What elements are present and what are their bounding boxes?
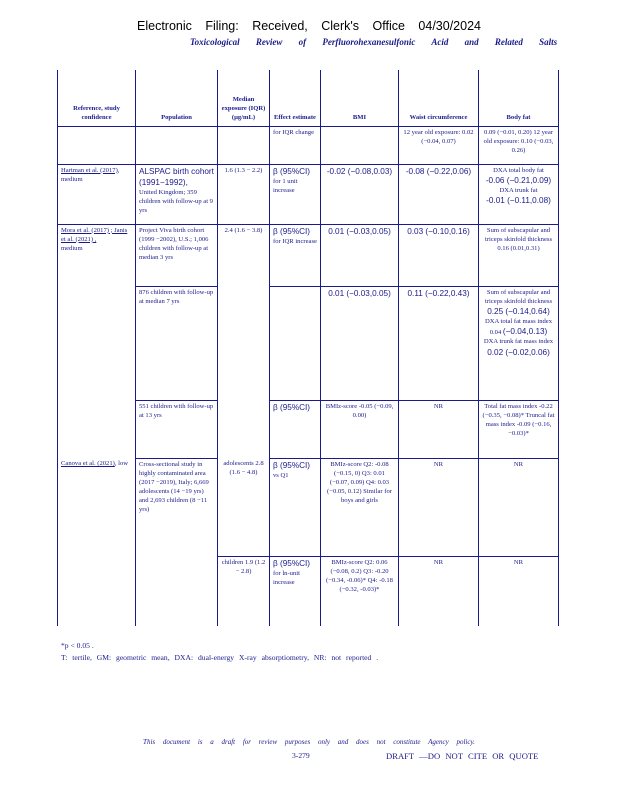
footnote-abbreviations: T: tertile, GM: geometric mean, DXA: dual-energy X-ray absorptiometry, NR: not reported . — [61, 653, 379, 662]
cell-effect — [270, 164, 321, 224]
measure-value: -0.01 (−0.11,0.08) — [486, 196, 551, 205]
effect-estimate: β (95%CI) — [273, 402, 311, 412]
cell-body-fat: Total fat mass index -0.22 (−0.35, −0.08)* Truncal fat mass index -0.09 (−0.16, −0.03)* — [479, 400, 559, 458]
measure-label: Sum of subscapular and triceps skinfold thickness — [484, 288, 553, 305]
cell-population: 551 children with follow-up at 13 yrs — [136, 400, 218, 458]
cell-waist: 0.11 (−0.22,0.43) — [399, 286, 479, 400]
cell-bmi: -0.02 (−0.08,0.03) — [321, 164, 399, 224]
confidence-label: , low — [114, 460, 129, 467]
cell-effect — [270, 400, 321, 458]
page-number: 3-279 — [292, 751, 310, 760]
cell-exposure: adolescents 2.8 (1.6 − 4.8) — [218, 458, 270, 556]
measure-label: DXA total fat mass index — [484, 318, 553, 325]
table-row — [58, 224, 559, 286]
draft-disclaimer: This document is a draft for review purposes only and does not constitute Agency policy. — [143, 738, 475, 746]
cell-population: Project Viva birth cohort (1999 −2002), U.S.; 1,006 children with follow-up at median 3 yrs — [136, 224, 218, 286]
cell-population: Cross-sectional study in highly contaminated area (2017 −2019), Italy; 6,669 adolescents (14 −19 yrs) and 2,693 children (8 −11 yrs) — [136, 458, 218, 626]
cell-exposure — [218, 126, 270, 164]
cell-effect: for IQR change — [270, 126, 321, 164]
cell-reference — [58, 224, 136, 458]
draft-notice: DRAFT —DO NOT CITE OR QUOTE — [386, 751, 539, 761]
cell-population — [136, 164, 218, 224]
cell-bmi: BMIz-score Q2: 0.06 (−0.08, 0.2) Q3: -0.20 (−0.34, -0.06)* Q4: -0.18 (−0.32, -0.03)* — [321, 556, 399, 626]
measure-value: (−0.04,0.13) — [502, 327, 548, 337]
cohort-name: ALSPAC birth cohort (1991−1992), — [139, 166, 214, 187]
reference-link[interactable]: Hartman et al. (2017) — [61, 166, 118, 174]
cell-waist: 0.03 (−0.10,0.16) — [399, 224, 479, 286]
cell-effect — [270, 286, 321, 400]
cell-waist: -0.08 (−0.22,0.06) — [399, 164, 479, 224]
col-header-body-fat: Body fat — [479, 70, 559, 126]
measure-label: DXA trunk fat — [499, 186, 538, 194]
cell-waist: 12 year old exposure: 0.02 (−0.04, 0.07) — [399, 126, 479, 164]
cell-bmi: 0.01 (−0.03,0.05) — [321, 286, 399, 400]
cell-waist: NR — [399, 458, 479, 556]
effect-estimate: β (95%CI) — [273, 558, 311, 568]
cohort-detail: United Kingdom; 359 children with follow-up at 9 yrs — [139, 189, 213, 215]
table-row — [58, 126, 559, 164]
cell-reference — [58, 164, 136, 224]
cell-exposure: children 1.9 (1.2 − 2.8) — [218, 556, 270, 626]
document-subtitle: Toxicological Review of Perfluorohexanesulfonic Acid and Related Salts — [190, 37, 558, 47]
cell-reference — [58, 126, 136, 164]
effect-estimate: β (95%CI) — [273, 166, 311, 176]
cell-waist: NR — [399, 556, 479, 626]
effect-unit: for 1 unit increase — [273, 177, 298, 194]
cell-population: 876 children with follow-up at median 7 yrs — [136, 286, 218, 400]
cell-bmi — [321, 126, 399, 164]
col-header-exposure: Median exposure (IQR) (µg/mL) — [218, 70, 270, 126]
measure-value: 0.25 (−0.14,0.64) — [487, 306, 550, 316]
cell-body-fat: NR — [479, 556, 559, 626]
cell-effect — [270, 556, 321, 626]
cell-body-fat — [479, 164, 559, 224]
effect-estimate: β (95%CI) — [273, 460, 311, 470]
cell-body-fat: 0.09 (−0.01, 0.20) 12 year old exposure: 0.10 (−0.03, 0.26) — [479, 126, 559, 164]
measure-label: DXA trunk fat mass index — [483, 338, 554, 346]
confidence-label: , medium — [61, 166, 120, 183]
footnote-significance: *p < 0.05 . — [61, 641, 94, 650]
cell-exposure: 1.6 (1.3 − 2.2) — [218, 164, 270, 224]
cell-effect — [270, 224, 321, 286]
effect-estimate: β (95%CI) — [273, 226, 311, 236]
reference-link[interactable]: Mora et al. (2017) ; Janis et al. (2021) , — [61, 226, 128, 243]
cell-bmi: BMIz-score Q2: -0.08 (−0.15, 0) Q3: 0.01 (−0.07, 0.09) Q4: 0.03 (−0.05, 0.12) Similar for boys and girls — [321, 458, 399, 556]
col-header-population: Population — [136, 70, 218, 126]
col-header-bmi: BMI — [321, 70, 399, 126]
cell-waist: NR — [399, 400, 479, 458]
filing-stamp: Electronic Filing: Received, Clerk's Office 04/30/2024 — [137, 19, 481, 33]
cell-effect — [270, 458, 321, 556]
cell-bmi: 0.01 (−0.03,0.05) — [321, 224, 399, 286]
cell-body-fat — [479, 286, 559, 400]
col-header-effect: Effect estimate — [270, 70, 321, 126]
measure-value: 0.04 — [489, 329, 502, 337]
confidence-label: medium — [61, 244, 83, 252]
effect-unit: vs Q1 — [273, 471, 289, 479]
cell-population — [136, 126, 218, 164]
table-row — [58, 458, 559, 556]
reference-link[interactable]: Canova et al. (2021) — [61, 460, 115, 467]
measure-value: -0.06 (−0.21,0.09) — [485, 175, 552, 185]
measure-label: DXA total body fat — [493, 166, 544, 174]
table-header-row — [58, 70, 559, 126]
col-header-waist: Waist circumference — [399, 70, 479, 126]
table-row — [58, 164, 559, 224]
cell-bmi: BMIz-score -0.05 (−0.09, 0.00) — [321, 400, 399, 458]
cell-reference — [58, 458, 136, 626]
effect-unit: for IQR increase — [273, 237, 317, 245]
effect-unit: for ln-unit increase — [273, 569, 300, 586]
cell-body-fat: NR — [479, 458, 559, 556]
cell-exposure: 2.4 (1.6 − 3.8) — [218, 224, 270, 458]
col-header-reference: Reference, study confidence — [58, 70, 136, 126]
measure-value: 0.02 (−0.02,0.06) — [487, 347, 550, 357]
cell-body-fat: Sum of subscapular and triceps skinfold thickness 0.16 (0.01,0.31) — [479, 224, 559, 286]
results-table — [57, 70, 559, 626]
